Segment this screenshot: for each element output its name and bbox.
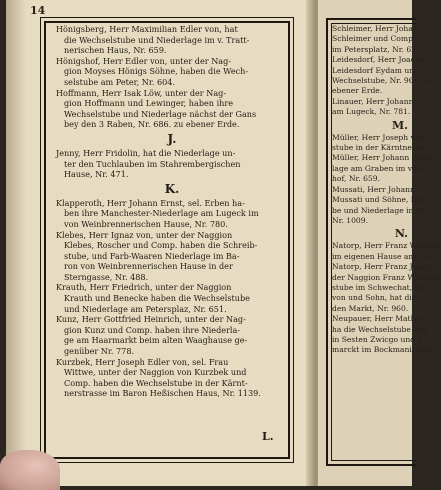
entry-line: die Wechselstube und Niederlage im v. Tratt- — [64, 34, 250, 45]
directory-entry — [56, 56, 288, 88]
entry-line: gion Kunz und Comp. haben ihre Niederla- — [64, 324, 241, 335]
entry-line: Natorp, Herr Franz Joseph — [332, 262, 436, 272]
entry-line: Hoffmann, Herr Isak Löw, unter der Nag- — [56, 87, 227, 98]
entry-line: Wechselstube, Nr. 964. im — [332, 76, 433, 86]
entry-line: von und Sohn, hat die — [332, 293, 417, 303]
entry-line: Krauth und Benecke haben die Wechselstube — [64, 293, 250, 304]
entry-line: im Petersplatz, Nr. 62 — [332, 44, 417, 54]
entry-line: Comp. haben die Wechselstube in der Kärnt- — [64, 377, 248, 388]
entry-line: ron von Weinbrennerischen Hause in der — [64, 261, 233, 272]
entry-line: Leidesdorf Eydam und — [332, 65, 419, 75]
entry-line: ha die Wechselstube und — [332, 324, 428, 334]
entry-line: genüber Nr. 778. — [64, 346, 135, 357]
entry-line: Klapperoth, Herr Johann Ernst, sel. Erben ha- — [56, 197, 245, 208]
entry-line: Wechselstube und Niederlage nächst der Gans — [64, 108, 257, 119]
entry-line: der Naggion Franz Wilhelm — [332, 272, 439, 282]
entry-line: nerischen Haus, Nr. 659. — [64, 45, 167, 56]
entry-line: stube in der Kärntnerstr — [332, 143, 427, 153]
directory-entry — [56, 148, 288, 180]
entry-line: in Sesten Zwicgo und K — [332, 334, 424, 344]
entry-line: stube, und Farb-Waaren Niederlage im Ba- — [64, 250, 240, 261]
entry-line: lage am Graben im von — [332, 163, 422, 173]
thumb-holding-page — [0, 450, 60, 490]
entry-line: ge am Haarmarkt beim alten Waaghause ge- — [64, 335, 248, 346]
entry-line: von Weinbrennerischen Hause, Nr. 780. — [64, 218, 228, 229]
entry-line: Mussati und Söhne, hab — [332, 195, 426, 205]
entry-line: bey den 3 Raben, Nr. 686. zu ebener Erde. — [64, 119, 240, 130]
entry-line: be und Niederlage in der — [332, 205, 429, 215]
entry-line: Klebes, Roscher und Comp. haben die Schreib- — [64, 240, 258, 251]
directory-entry — [56, 230, 288, 283]
entry-line: marckt im Bockmanischen — [332, 345, 435, 355]
catchword: L. — [262, 430, 274, 443]
entry-line: Klebes, Herr Ignaz von, unter der Naggion — [56, 229, 233, 240]
directory-entry — [56, 314, 288, 356]
entry-line: Schleimer, Herr Johann — [332, 24, 423, 33]
entry-line: Linauer, Herr Johann — [332, 96, 414, 106]
entry-line: Natorp, Herr Franz Wilhelm — [332, 241, 441, 251]
entry-line: Müller, Herr Johann Ignaz — [332, 153, 433, 163]
entry-line: Kunz, Herr Gottfried Heinrich, unter der Nag- — [56, 314, 246, 325]
entry-line: stube im Schwechat, ha — [332, 282, 424, 292]
entry-line: Jenny, Herr Fridolin, hat die Niederlage un- — [56, 147, 236, 158]
entry-line: ben ihre Manchester-Niederlage am Lugeck im — [64, 208, 259, 219]
directory-entry — [330, 241, 441, 355]
directory-entry — [330, 24, 433, 118]
entry-line: und Niederlage am Petersplaz, Nr. 651. — [64, 303, 227, 314]
directory-entry — [56, 24, 288, 56]
directory-entry — [56, 198, 288, 230]
section-letter: M. — [391, 118, 408, 132]
left-page-text — [56, 24, 288, 399]
entry-line: Kurzbek, Herr Joseph Edler von, sel. Frau — [56, 356, 229, 367]
entry-line: Mussati, Herr Johann — [332, 184, 415, 194]
section-letter: J. — [167, 131, 177, 146]
entry-line: selstube am Peter, Nr. 604. — [64, 76, 176, 87]
entry-line: ter den Tuchlauben im Stahrembergischen — [64, 158, 241, 169]
entry-line: nerstrasse im Baron Heßischen Haus, Nr. 1139. — [64, 388, 261, 399]
entry-line: Schleimer und Comp. — [332, 34, 416, 44]
entry-line: den Markt, Nr. 960. — [332, 303, 409, 313]
directory-entry — [330, 132, 433, 227]
entry-line: Neupauer, Herr Mathias — [332, 314, 427, 324]
directory-entry — [56, 88, 288, 130]
entry-line: Hönigsberg, Herr Maximilian Edler von, hat — [56, 24, 238, 34]
entry-line: Sterngasse, Nr. 488. — [64, 271, 149, 282]
entry-line: gion Moyses Hönigs Söhne, haben die Wech- — [64, 66, 249, 77]
entry-line: gion Hoffmann und Lewinger, haben ihre — [64, 98, 234, 109]
entry-line: Hause, Nr. 471. — [64, 169, 129, 180]
entry-line: ebener Erde. — [332, 86, 383, 96]
entry-line: Wittwe, unter der Naggion von Kurzbek und — [64, 367, 247, 378]
directory-entry — [56, 357, 288, 399]
directory-entry — [56, 282, 288, 314]
page-number: 14 — [30, 4, 46, 17]
section-letter: K. — [164, 181, 180, 196]
entry-line: Nr. 1009. — [332, 215, 369, 225]
section-letter: N. — [394, 227, 408, 241]
entry-line: Hönigshof, Herr Edler von, unter der Nag- — [56, 55, 232, 66]
entry-line: hof, Nr. 659. — [332, 174, 381, 184]
right-page-text — [330, 24, 441, 356]
entry-line: Leidesdorf, Herr Joachim — [332, 55, 430, 65]
entry-line: Krauth, Herr Friedrich, unter der Naggion — [56, 282, 232, 293]
entry-line: am Lugeck, Nr. 781. — [332, 107, 411, 117]
entry-line: Müller, Herr Joseph von — [332, 132, 425, 142]
entry-line: im eigenen Hause am Leng — [332, 251, 438, 261]
